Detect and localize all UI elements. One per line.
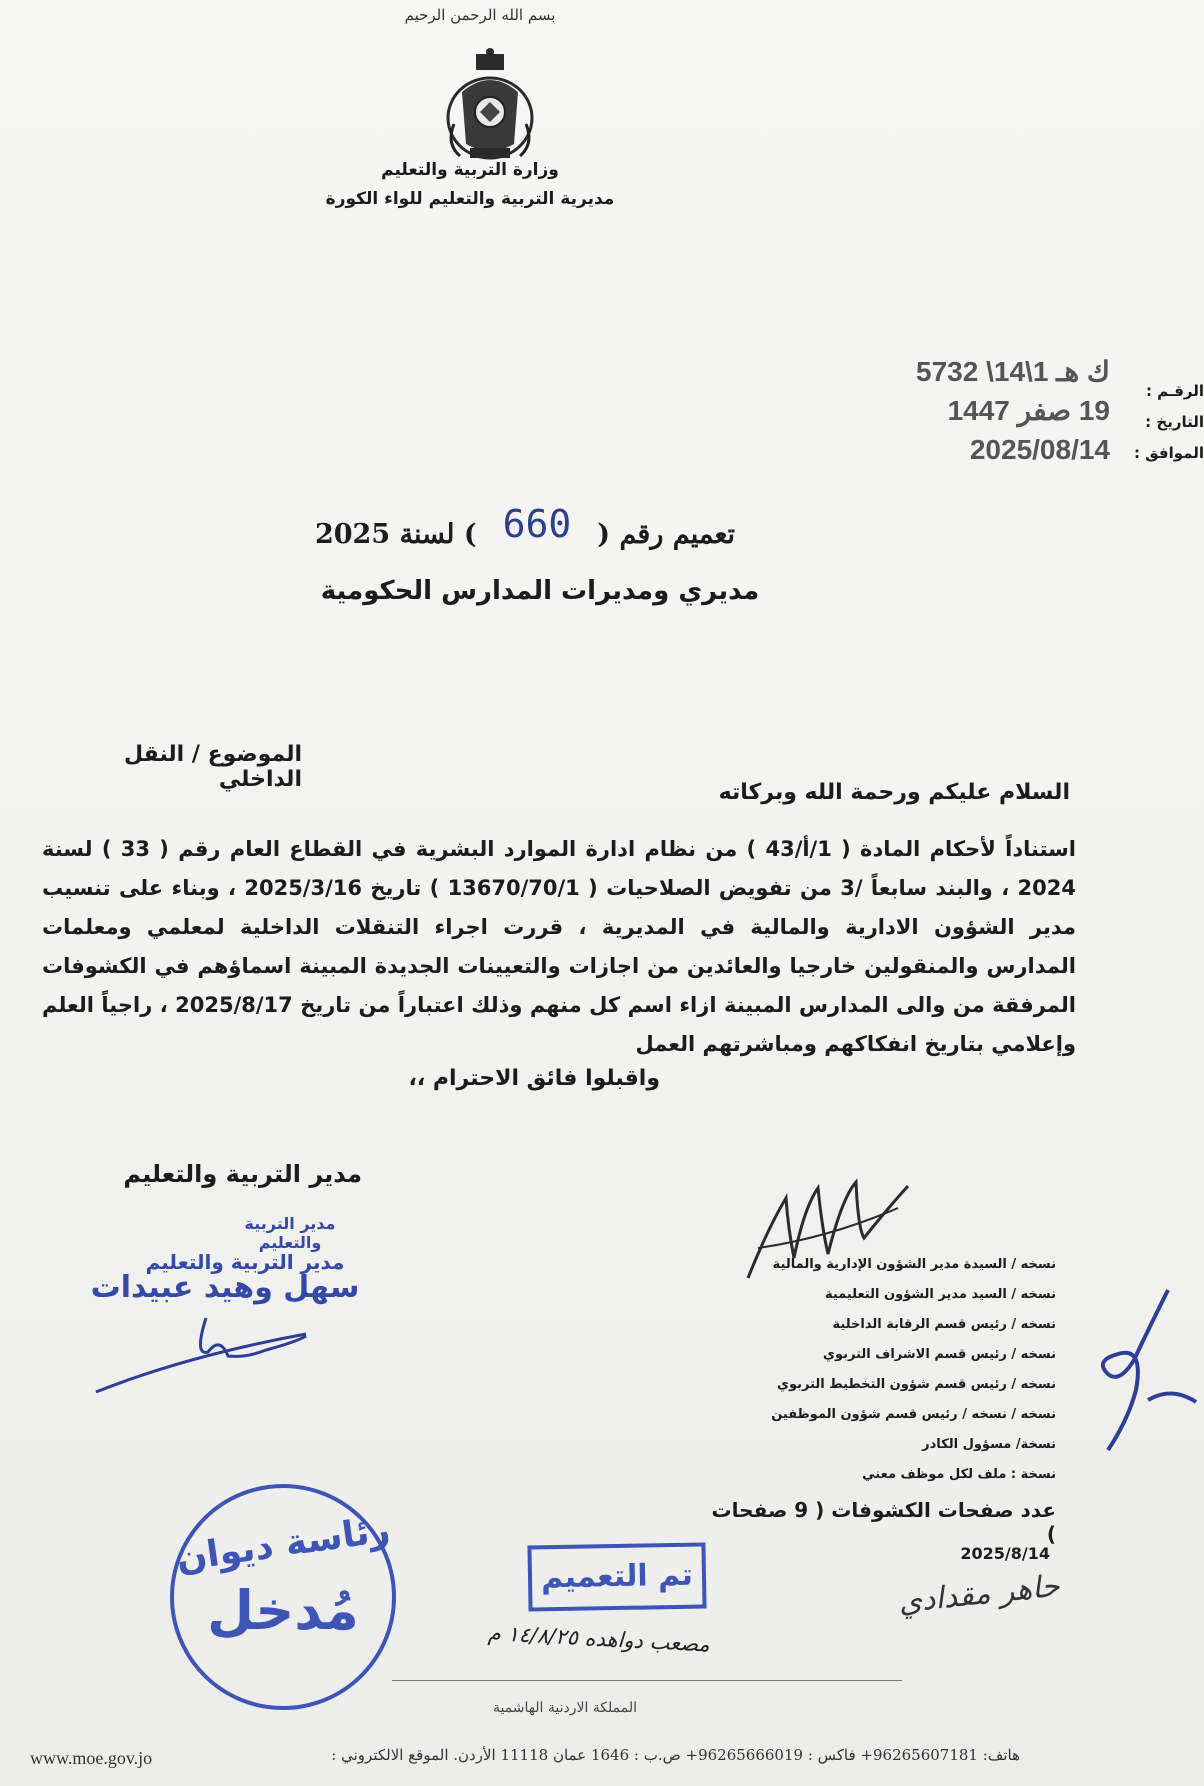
copy-line: نسخه / السيدة مدير الشؤون الإدارية والمالية	[772, 1257, 1056, 1272]
director-stamp-line2: مدير التربية والتعليم	[145, 1250, 345, 1274]
handwritten-note: مصعب دواهده ١٤/٨/٢٥ م	[487, 1621, 711, 1657]
copy-line: نسخه / رئيس قسم الرقابة الداخلية	[832, 1317, 1056, 1332]
diwan-stamp-top: رئاسة ديوان	[173, 1509, 393, 1580]
circular-addressee: مديري ومديرات المدارس الحكومية	[320, 576, 760, 606]
jordan-crest-logo	[440, 48, 540, 166]
circular-prefix: تعميم رقم (	[597, 519, 736, 550]
ref-number-label: الرقـم :	[1145, 382, 1204, 400]
copy-line: نسخه / نسخه / رئيس قسم شؤون الموظفين	[771, 1407, 1056, 1422]
footer-contact: هاتف: 96265607181+ فاكس : 96265666019+ ص.ب : 1646 عمان 11118 الأردن. الموقع الالكتروني :	[331, 1746, 1020, 1764]
copy-line: نسخة : ملف لكل موظف معني	[862, 1467, 1056, 1482]
copy-line: نسخه / رئيس قسم شؤون التخطيط التربوي	[777, 1377, 1056, 1392]
ref-date: 2025/08/14	[969, 434, 1110, 465]
director-signature	[96, 1296, 316, 1396]
circular-suffix: ) لسنة 2025	[314, 519, 477, 550]
circular-number: 660	[502, 502, 572, 546]
reference-labels	[1120, 376, 1204, 469]
director-stamp-line1: مدير التربية والتعليم	[244, 1214, 336, 1252]
letter-closing: واقبلوا فائق الاحترام ،،	[408, 1066, 660, 1091]
reference-values	[780, 352, 1110, 469]
ministry-name: وزارة التربية والتعليم	[381, 160, 559, 180]
ref-gregorian-label: الموافق :	[1134, 444, 1204, 462]
ministry-header	[300, 156, 640, 214]
circulated-stamp: تم التعميم	[527, 1542, 706, 1611]
footer-kingdom: المملكة الاردنية الهاشمية	[492, 1700, 638, 1716]
footer-divider	[392, 1680, 902, 1681]
ref-hijri-date: 19 صفر 1447	[947, 395, 1110, 426]
directorate-name: مديرية التربية والتعليم للواء الكورة	[325, 189, 615, 209]
attachments-count: عدد صفحات الكشوفات ( 9 صفحات )	[711, 1498, 1056, 1546]
diwan-stamp-main: مُدخل	[207, 1579, 359, 1642]
copies-list	[720, 1250, 1056, 1490]
ref-number: ك هـ 1\14\ 5732	[916, 356, 1110, 387]
basmala: بسم الله الرحمن الرحيم	[404, 6, 556, 24]
letter-subject: الموضوع / النقل الداخلي	[123, 742, 302, 792]
footer-website: www.moe.gov.jo	[30, 1748, 153, 1768]
copy-line: نسخه / السيد مدير الشؤون التعليمية	[824, 1287, 1056, 1302]
circular-heading	[240, 502, 810, 552]
copy-line: نسخه / رئيس قسم الاشراف التربوي	[823, 1347, 1056, 1362]
copy-line: نسخة/ مسؤول الكادر	[922, 1437, 1056, 1452]
ref-date-label: التاريخ :	[1145, 413, 1204, 431]
director-title: مدير التربية والتعليم	[123, 1160, 362, 1188]
margin-signature	[1088, 1290, 1200, 1460]
director-stamp-name: سهل وهيد عبيدات	[90, 1270, 360, 1305]
handwritten-signature: حاهر مقدادي	[896, 1568, 1062, 1621]
diwan-entry-stamp	[170, 1484, 396, 1710]
attachments-date: 2025/8/14	[960, 1544, 1050, 1563]
letter-greeting: السلام عليكم ورحمة الله وبركاته	[718, 780, 1070, 805]
letter-body: استناداً لأحكام المادة ( 1/أ/43 ) من نظام ادارة الموارد البشرية في القطاع العام رقم ( 33 ) لسنة 2024 ، والبند سابعاً /3 من تفويض الصلاحيات ( 13670/70/1 ) تاريخ 2025/3/16 ، وبناء على تنسيب مدير الشؤون الادارية والمالية في المديرية ، قررت اجراء التنقلات الداخلية لمعلمي ومعلمات المدارس والمنقولين خارجيا والعائدين من اجازات والتعيينات الجديدة المبينة اسماؤهم في الكشوفات المرفقة من والى المدارس المبينة ازاء اسم كل منهم وذلك اعتباراً من تاريخ 2025/8/17 ، راجياً العلم وإعلامي بتاريخ انفكاكهم ومباشرتهم العمل	[42, 837, 1076, 1056]
